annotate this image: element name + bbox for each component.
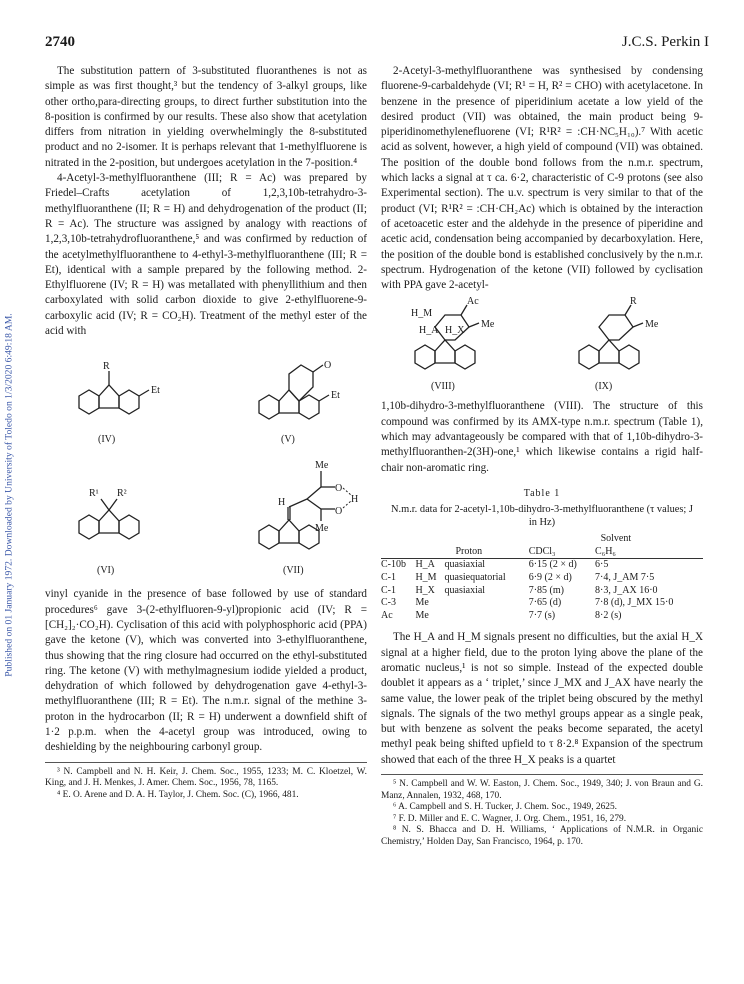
proton-hm: H_M bbox=[411, 308, 433, 320]
header-cell: CDCl₃ bbox=[528, 545, 556, 557]
substituent-o: O bbox=[324, 360, 332, 372]
table-row bbox=[381, 559, 703, 572]
table-cell: H_A bbox=[415, 559, 435, 571]
table-caption: N.m.r. data for 2-acetyl-1,10b-dihydro-3-methylfluoranthene (τ values; J in Hz) bbox=[391, 504, 693, 529]
substituent-ac: Ac bbox=[467, 296, 479, 308]
proton-ha: H_A bbox=[419, 325, 439, 337]
table-cell: C-1 bbox=[381, 584, 396, 596]
table-cell: C-3 bbox=[381, 597, 396, 609]
journal-name: J.C.S. Perkin I bbox=[621, 34, 709, 50]
figure-label-vii: (VII) bbox=[283, 565, 304, 577]
substituent-et: Et bbox=[331, 390, 340, 402]
footnote: ⁸ N. S. Bhacca and D. H. Williams, ‘ Applications of N.M.R. in Organic Chemistry,’ Holden Day, San Francisco, 1964, p. 170. bbox=[381, 825, 703, 848]
footnote-rule bbox=[45, 762, 367, 763]
right-footnotes bbox=[381, 779, 703, 849]
table-cell: C-1 bbox=[381, 572, 396, 584]
table-cell: 8·2 (s) bbox=[595, 609, 622, 621]
footnote: ⁷ F. D. Miller and E. C. Wagner, J. Org. Chem., 1951, 16, 279. bbox=[393, 813, 627, 824]
table-cell: Me bbox=[415, 597, 429, 609]
methyl-bottom: Me bbox=[315, 523, 329, 535]
table-cell: quasiaxial bbox=[444, 584, 486, 596]
figure-vi-vii bbox=[45, 455, 367, 587]
table-title: Table 1 bbox=[523, 487, 561, 499]
header-cell: Proton bbox=[455, 545, 483, 557]
table-cell: 8·3, J_AX 16·0 bbox=[595, 584, 658, 596]
paragraph: The substitution pattern of 3-substituted fluoranthenes is not as simple as was first thought,³ but the tendency of 3-alkyl groups, like other ortho,para-directing groups, to direct further substitution into the 8-position is confirmed by our results. These also show that acetylation differs from nitration in yielding overwhelmingly the 8-substituted product and no 2-isomer. It is perhaps relevant that 1-methylfluorene is nitrated in the 2-position, but undergoes acetylation in the 7-position.⁴ bbox=[45, 65, 367, 169]
proton-hx: H_X bbox=[445, 325, 465, 337]
table-row bbox=[381, 572, 703, 585]
table-cell: H_X bbox=[415, 584, 435, 596]
table-cell: 7·7 (s) bbox=[528, 609, 556, 621]
footnote: ⁴ E. O. Arene and D. A. H. Taylor, J. Chem. Soc. (C), 1966, 481. bbox=[57, 789, 299, 800]
footnote: ⁶ A. Campbell and S. H. Tucker, J. Chem. Soc., 1949, 2625. bbox=[393, 802, 617, 813]
figure-viii-ix bbox=[381, 293, 703, 399]
table-row bbox=[381, 597, 703, 610]
table-cell: 7·4, J_AM 7·5 bbox=[595, 572, 655, 584]
table-cell: 7·85 (m) bbox=[528, 584, 564, 596]
paragraph: The H_A and H_M signals present no difficulties, but the axial H_X signal at a higher field, due to the proton lying above the plane of the aromatic nucleus,¹ is not so simple. Instead of the expected double doublet it appears as a ‘ triplet,’ since J_MX and J_AX have nearly the same value, the lower peak of the triplet being obscured by the methyl signals. The signals of the two methyl groups appear as a single peak, but with benzene as solvent the peaks become separated, the acetyl methyl peak being shifted upfield to τ 8·2.⁸ Expansion of the spectrum showed that each of the three H_X peaks is a quartet bbox=[381, 631, 703, 766]
left-column bbox=[45, 64, 367, 801]
table-cell: C-10b bbox=[381, 559, 406, 571]
figure-label-iv: (IV) bbox=[98, 434, 116, 446]
page-header bbox=[45, 34, 709, 56]
header-cell bbox=[381, 546, 415, 559]
header-cell: C₆H₆ bbox=[595, 545, 616, 557]
table-row bbox=[381, 585, 703, 598]
table-cell: Ac bbox=[381, 609, 393, 621]
table-cell: 7·65 (d) bbox=[528, 597, 562, 609]
table-cell: 7·8 (d), J_MX 15·0 bbox=[595, 597, 674, 609]
substituent-r: R bbox=[630, 296, 637, 308]
paragraph: vinyl cyanide in the presence of base followed by use of standard procedures⁶ gave 3-(2-ethylfluoren-9-yl)propionic acid (IV; R = [CH₂]₂·CO₂H). Cyclisation of this acid with polyphosphoric acid (PPA) gave the ketone (V), which was converted into 3-ethylfluoranthene, thus showing that the ring closure had occurred on the ethyl-substituted ring. The ketone (V) with methylmagnesium iodide yielded a product, dehydration of which followed by dehydrogenation gave 4-ethyl-3-methylfluoranthene (III; R = Et). The n.m.r. signal of the methine 3-proton in the hydrocarbon (II; R = H) underwent a downfield shift of 1·2 p.p.m. when the 4-acetyl group was introduced, owing to deshielding by the neighbouring carbonyl group. bbox=[45, 588, 367, 754]
table-cell: quasiaxial bbox=[444, 559, 486, 571]
table-row bbox=[381, 610, 703, 623]
hydrogen-chelate: H bbox=[351, 494, 359, 506]
paragraph: 4-Acetyl-3-methylfluoranthene (III; R = Ac) was prepared by Friedel–Crafts acetylation of 1,2,3,10b-tetrahydro-3-methylfluoranthene (II; R = H) and dehydrogenation of the product (II; R = Ac). The structure was assigned by analogy with reactions of 1,2,3,10b-tetrahydrofluoranthene,⁵ and was confirmed by reduction of the acetylmethylfluoranthene to 4-ethyl-3-methylfluoranthene (III; R = Et), identical with a sample prepared by the following method. 2-Ethylfluorene (IV; R = H) was metallated with phenyllithium and then carboxylated with solid carbon dioxide to give 2-ethylfluorene-9-carboxylic acid (IV; R = CO₂H). Treatment of the methyl ester of the acid with bbox=[45, 172, 367, 338]
paragraph: 2-Acetyl-3-methylfluoranthene was synthesised by condensing fluorene-9-carbaldehyde (VI; R¹ = H, R² = CHO) with acetylacetone. In benzene in the presence of piperidinium acetate a low yield of the desired product (VII) was obtained, the main product being 9-piperidinomethylenefluorene (VI; R¹R² = :CH·NC₅H₁₀).⁷ With acetic acid as solvent, however, a high yield of compound (VII) was obtained. The position of the double bond follows from the n.m.r. spectrum, which lacks a signal at τ ca. 6·2, characteristic of C-9 protons (see also Experimental section). The u.v. spectrum is very similar to that of the product (VI; R¹R² = :CH·CH₂Ac) which is obtained by the interaction of acetoacetic ester and the aldehyde in the presence of piperidine and acetic acid, condensation being accompanied by decarboxylation. Here, the position of the double bond is established conclusively by the n.m.r. spectrum. Hydrogenation of the ketone (VII) followed by cyclisation with PPA gave 2-acetyl- bbox=[381, 65, 703, 292]
footnote: ⁵ N. Campbell and W. W. Easton, J. Chem. Soc., 1949, 340; J. von Braun and G. Manz, Annalen, 1932, 468, 170. bbox=[381, 779, 703, 801]
table-cell bbox=[445, 610, 529, 623]
oxygen-top: O bbox=[335, 483, 343, 495]
substituent-me: Me bbox=[481, 319, 495, 331]
right-column bbox=[381, 64, 703, 849]
substituent-me: Me bbox=[645, 319, 659, 331]
structures-iv-v-drawing bbox=[45, 339, 367, 455]
table-cell bbox=[445, 597, 529, 610]
download-note bbox=[2, 150, 16, 840]
table-cell: 6·9 (2 × d) bbox=[528, 572, 572, 584]
oxygen-bottom: O bbox=[335, 506, 343, 518]
table-cell: quasiequatorial bbox=[444, 572, 506, 584]
solvent-label: Solvent bbox=[600, 533, 632, 545]
figure-label-viii: (VIII) bbox=[431, 381, 455, 393]
paragraph: 1,10b-dihydro-3-methylfluoranthene (VIII). The structure of this compound was confirmed by its AMX-type n.m.r. spectrum (Table 1), which may advantageously be compared with that of 1,10b-dihydro-3-methylfluoranthen-2(3H)-one,¹ which likewise contains a rigid half-chair non-aromatic ring. bbox=[381, 400, 703, 474]
hydrogen-vinyl: H bbox=[278, 497, 286, 509]
table-cell: H_M bbox=[415, 572, 437, 584]
figure-label-vi: (VI) bbox=[97, 565, 115, 577]
substituent-r1: R¹ bbox=[89, 488, 99, 500]
page-number: 2740 bbox=[45, 34, 75, 50]
table-cell: 6·5 bbox=[595, 559, 609, 571]
footnote-rule bbox=[381, 774, 703, 775]
footnote: ³ N. Campbell and N. H. Keir, J. Chem. Soc., 1955, 1233; M. C. Kloetzel, W. King, and J. H. Menkes, J. Amer. Chem. Soc., 1956, 78, 1165. bbox=[45, 766, 367, 789]
table-cell: Me bbox=[415, 609, 429, 621]
substituent-et: Et bbox=[151, 385, 160, 397]
substituent-r2: R² bbox=[117, 488, 127, 500]
substituent-r: R bbox=[103, 361, 110, 373]
left-footnotes bbox=[45, 767, 367, 802]
figure-label-v: (V) bbox=[281, 434, 295, 446]
figure-iv-v bbox=[45, 339, 367, 455]
nmr-table bbox=[381, 533, 703, 622]
methyl-top: Me bbox=[315, 460, 329, 472]
table-cell: 6·15 (2 × d) bbox=[528, 559, 577, 571]
download-note-text: Published on 01 January 1972. Downloaded by University of Toledo on 1/3/2020 6:49:18 AM. bbox=[3, 313, 15, 677]
figure-label-ix: (IX) bbox=[595, 381, 613, 393]
